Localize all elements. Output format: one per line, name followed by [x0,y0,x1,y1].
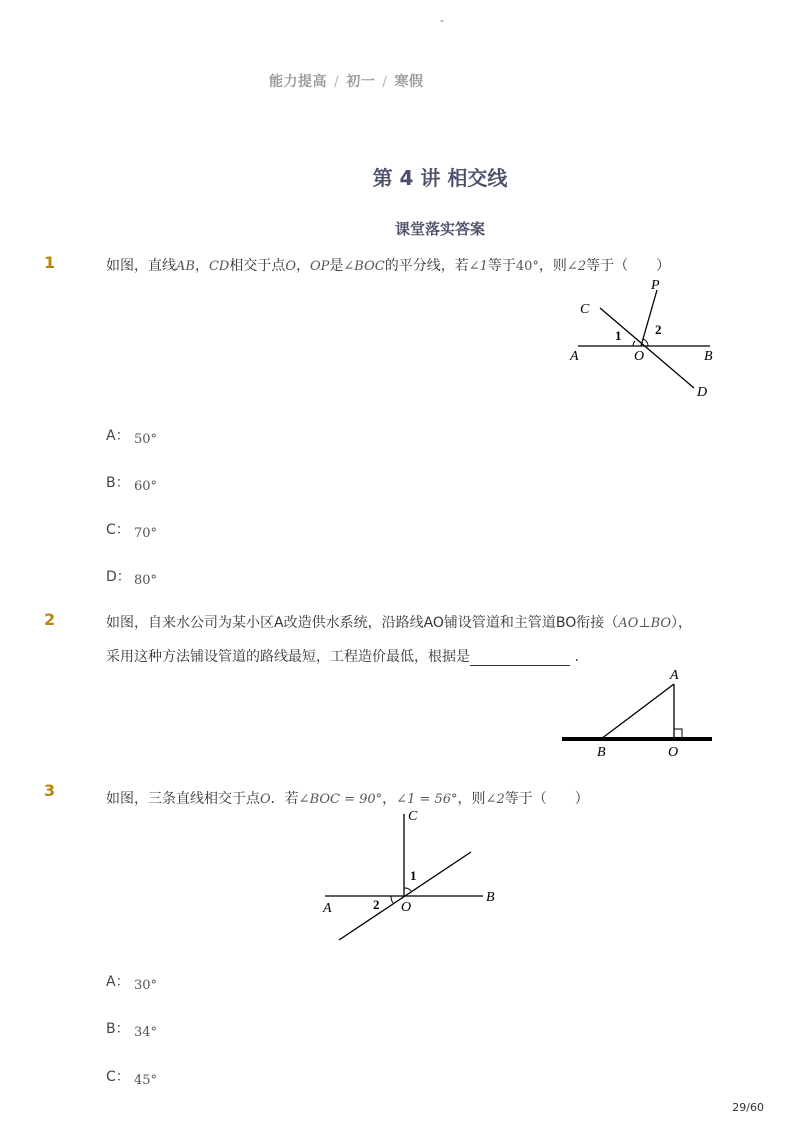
option-b[interactable] [106,1018,157,1038]
q1-text: 如图，直线 [106,258,176,274]
page-number: 29/60 [732,1101,764,1114]
q2-text: 采用这种方法铺设管道的路线最短，工程造价最低，根据是 [106,649,470,665]
q3-math: O [260,792,271,807]
q3-text: ，则 [457,791,486,807]
q2-text: ）， [671,615,693,631]
q1-math: ∠1 [468,259,488,274]
q1-math: ∠BOC [343,259,385,274]
breadcrumb-separator: / [334,74,340,90]
angle-1-arc [404,888,411,891]
option-b[interactable] [106,472,157,492]
option-label: B： [106,1021,130,1037]
option-value: 60° [134,479,158,494]
option-value: 30° [134,978,158,993]
q1-math: OP [310,259,330,274]
q1-text: 等于 [487,258,516,274]
q2-period: . [574,649,579,665]
line-ab-route [601,684,674,739]
point-b-label: B [597,745,606,760]
q2-math: AO⊥BO [618,616,672,631]
point-o-label: O [668,745,679,760]
answer-blank[interactable] [470,651,570,666]
q3-math: ∠2 [485,792,505,807]
q1-text: ，则 [538,258,567,274]
option-value: 50° [134,432,158,447]
figure-q3-three-lines [315,808,505,948]
breadcrumb-separator: / [382,74,388,90]
q1-math: CD [208,259,230,274]
option-a[interactable] [106,971,157,991]
q1-math: O [285,259,296,274]
q1-text: 的平分线，若 [384,258,469,274]
point-b-label: B [486,890,495,905]
breadcrumb-level[interactable]: 能力提高 [269,74,327,90]
angle-2-arc [391,896,393,903]
option-d[interactable] [106,566,157,586]
line-cd [600,308,694,388]
q1-text: 等于（ ） [586,258,671,274]
option-c[interactable] [106,519,157,539]
point-c-label: C [580,302,590,317]
ray-op [641,290,657,346]
q1-math: AB [176,259,195,274]
angle-1-label: 1 [615,328,622,343]
option-value: 70° [134,526,158,541]
q3-text: 如图，三条直线相交于点 [106,791,260,807]
option-value: 34° [134,1025,158,1040]
q3-text: ， [382,791,397,807]
top-mark: - [440,14,444,27]
breadcrumb-term[interactable]: 寒假 [394,74,424,90]
question-number: 3 [44,781,56,800]
angle-2-label: 2 [655,322,662,337]
q2-text: 如图，自来水公司为某小区A改造供水系统，沿路线AO铺设管道和主管道BO衔接（ [106,615,619,631]
option-value: 80° [134,573,158,588]
angle-1-arc [633,341,635,346]
option-value: 45° [134,1073,158,1088]
section-subtitle: 课堂落实答案 [394,220,485,238]
option-c[interactable] [106,1066,157,1086]
q1-math: 40° [515,259,539,274]
figure-q1-intersecting-lines [560,270,730,405]
point-a-label: A [323,901,332,916]
question-number: 2 [44,610,56,629]
angle-1-label: 1 [410,868,417,883]
option-label: A： [106,428,130,444]
breadcrumb-grade[interactable]: 初一 [346,74,376,90]
option-label: C： [106,1069,130,1085]
point-p-label: P [651,278,660,293]
option-label: B： [106,475,130,491]
point-a-label: A [670,668,679,683]
point-o-label: O [634,349,645,364]
breadcrumb [269,71,423,91]
q1-text: 是 [329,258,344,274]
q1-text: 相交于点 [229,258,286,274]
page-title: 第 4 讲 相交线 [372,166,508,190]
point-b-label: B [704,349,713,364]
q1-math: ∠2 [566,259,587,274]
question-number: 1 [44,253,56,272]
question-2-line1 [106,612,692,632]
angle-2-label: 2 [373,897,380,912]
point-c-label: C [408,809,418,824]
option-label: D： [106,569,131,585]
option-label: A： [106,974,130,990]
q1-text: ， [194,258,209,274]
question-3-text [106,788,589,808]
q3-text: 等于（ ） [504,791,589,807]
q3-math: ∠1 = 56° [396,792,458,807]
option-a[interactable] [106,425,157,445]
figure-q2-pipeline [560,664,720,764]
question-2-line2 [106,646,579,666]
point-a-label: A [570,349,579,364]
right-angle-mark [674,729,682,737]
q3-text: ．若 [270,791,299,807]
q3-math: ∠BOC = 90° [298,792,383,807]
point-o-label: O [401,900,412,915]
q1-text: ， [296,258,310,274]
option-label: C： [106,522,130,538]
point-d-label: D [697,385,708,400]
